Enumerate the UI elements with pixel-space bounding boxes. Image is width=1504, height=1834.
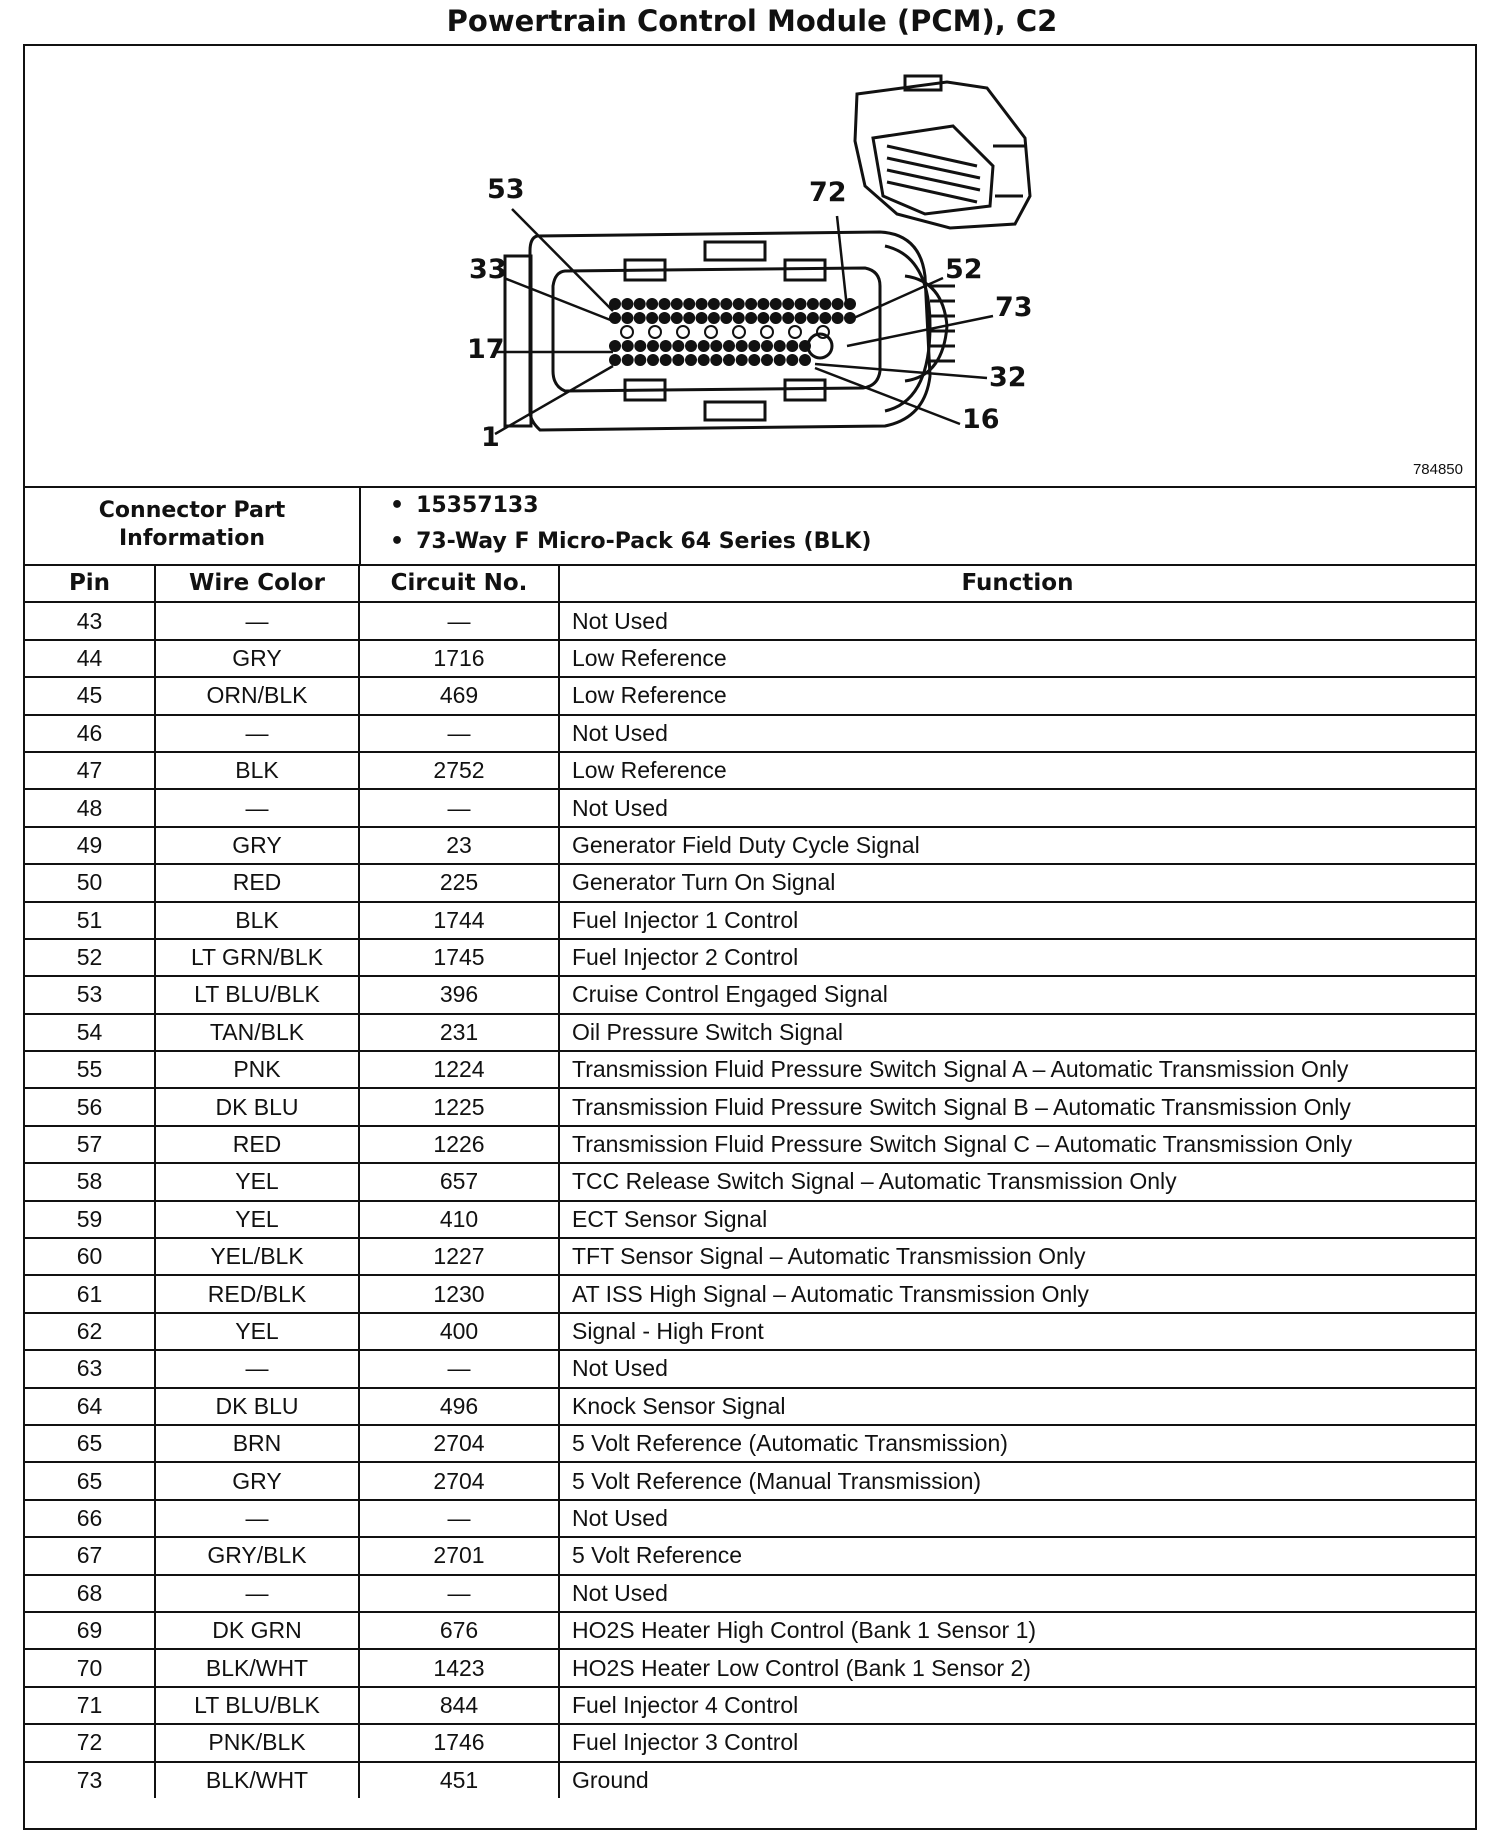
pin-cavity (786, 340, 798, 352)
pin-cavity (819, 312, 831, 324)
cell-wire-color: BLK/WHT (155, 1762, 359, 1798)
cell-wire-color: DK BLU (155, 1088, 359, 1125)
pin-cavity (736, 354, 748, 366)
cell-function: Fuel Injector 3 Control (559, 1724, 1475, 1761)
cell-circuit-no: 676 (359, 1612, 559, 1649)
pin-cavity (761, 326, 773, 338)
callout-72: 72 (809, 177, 847, 208)
pin-cavity (622, 354, 634, 366)
pin-cavity (698, 340, 710, 352)
cell-circuit-no: 1744 (359, 902, 559, 939)
callout-1: 1 (481, 422, 500, 453)
pin-cavity (621, 312, 633, 324)
pin-cavity (647, 354, 659, 366)
cell-pin: 44 (25, 640, 155, 677)
pin-cavity (720, 298, 732, 310)
callout-53: 53 (487, 174, 525, 205)
pin-cavity (757, 298, 769, 310)
pin-cavity (683, 298, 695, 310)
pin-cavity (698, 354, 710, 366)
cell-circuit-no: 1716 (359, 640, 559, 677)
cell-circuit-no: — (359, 602, 559, 639)
cell-pin: 73 (25, 1762, 155, 1798)
cell-pin: 60 (25, 1238, 155, 1275)
cell-pin: 72 (25, 1724, 155, 1761)
cell-pin: 51 (25, 902, 155, 939)
cell-wire-color: BLK/WHT (155, 1649, 359, 1686)
cell-function: Cruise Control Engaged Signal (559, 976, 1475, 1013)
pin-cavity (683, 312, 695, 324)
header-pin: Pin (25, 565, 155, 602)
cell-wire-color: LT GRN/BLK (155, 939, 359, 976)
cell-pin: 64 (25, 1388, 155, 1425)
table-row (25, 1575, 1475, 1612)
pinout-table (25, 564, 1475, 1798)
table-row (25, 1500, 1475, 1537)
connector-description: • 73-Way F Micro-Pack 64 Series (BLK) (390, 524, 872, 560)
table-row (25, 1762, 1475, 1798)
cell-circuit-no: 496 (359, 1388, 559, 1425)
cell-pin: 58 (25, 1163, 155, 1200)
cell-function: Fuel Injector 4 Control (559, 1687, 1475, 1724)
pin-cavity (646, 312, 658, 324)
table-row (25, 1088, 1475, 1125)
cell-pin: 65 (25, 1462, 155, 1499)
page-title: Powertrain Control Module (PCM), C2 (446, 4, 1058, 38)
pin-cavity (795, 298, 807, 310)
table-row (25, 976, 1475, 1013)
pin-cavity (672, 340, 684, 352)
table-row (25, 1201, 1475, 1238)
pin-cavity (761, 340, 773, 352)
pin-cavity (710, 354, 722, 366)
pin-cavity (799, 340, 811, 352)
callout-73: 73 (995, 292, 1033, 323)
cell-wire-color: GRY (155, 640, 359, 677)
table-row (25, 640, 1475, 677)
pin-cavity (774, 354, 786, 366)
cell-wire-color: LT BLU/BLK (155, 1687, 359, 1724)
pin-cavity (723, 354, 735, 366)
cell-circuit-no: 1227 (359, 1238, 559, 1275)
cell-wire-color: YEL (155, 1163, 359, 1200)
figure-id: 784850 (1412, 461, 1463, 478)
cell-circuit-no: 410 (359, 1201, 559, 1238)
cell-pin: 49 (25, 827, 155, 864)
pin-cavity (770, 312, 782, 324)
pin-cavity (736, 340, 748, 352)
cell-function: Ground (559, 1762, 1475, 1798)
cell-function: HO2S Heater Low Control (Bank 1 Sensor 2) (559, 1649, 1475, 1686)
cell-function: Not Used (559, 715, 1475, 752)
connector-document (23, 44, 1477, 1830)
connector-part-list (390, 488, 872, 560)
pin-cavity (832, 298, 844, 310)
table-row (25, 1275, 1475, 1312)
pin-cavity (705, 326, 717, 338)
pin-cavity (799, 354, 811, 366)
cell-wire-color: BLK (155, 902, 359, 939)
cell-function: Not Used (559, 1575, 1475, 1612)
cell-function: Not Used (559, 1500, 1475, 1537)
header-wire-color: Wire Color (155, 565, 359, 602)
table-row (25, 1051, 1475, 1088)
pin-cavity (609, 354, 621, 366)
pin-cavity (649, 326, 661, 338)
pin-cavity (647, 340, 659, 352)
cell-circuit-no: 225 (359, 864, 559, 901)
cell-wire-color: BLK (155, 752, 359, 789)
connector-part-info (25, 486, 1475, 566)
table-row (25, 1238, 1475, 1275)
pin-cavity (757, 312, 769, 324)
cell-function: AT ISS High Signal – Automatic Transmission Only (559, 1275, 1475, 1312)
pin-cavity (685, 354, 697, 366)
connector-illustration (25, 46, 1475, 486)
pin-cavities (609, 298, 856, 366)
cell-wire-color: — (155, 1575, 359, 1612)
cell-circuit-no: 844 (359, 1687, 559, 1724)
table-row (25, 1612, 1475, 1649)
cell-function: Signal - High Front (559, 1313, 1475, 1350)
cell-function: Transmission Fluid Pressure Switch Signal B – Automatic Transmission Only (559, 1088, 1475, 1125)
cell-circuit-no: — (359, 1500, 559, 1537)
cell-pin: 50 (25, 864, 155, 901)
pin-cavity (795, 312, 807, 324)
pin-cavity (748, 340, 760, 352)
table-row (25, 1462, 1475, 1499)
cell-circuit-no: 2752 (359, 752, 559, 789)
connector-diagram (25, 46, 1475, 488)
callout-17: 17 (467, 334, 505, 365)
cell-wire-color: RED/BLK (155, 1275, 359, 1312)
cell-circuit-no: 469 (359, 677, 559, 714)
cell-function: TFT Sensor Signal – Automatic Transmission Only (559, 1238, 1475, 1275)
pin-cavity (696, 298, 708, 310)
cell-wire-color: GRY/BLK (155, 1537, 359, 1574)
pin-cavity (761, 354, 773, 366)
cell-pin: 66 (25, 1500, 155, 1537)
cell-wire-color: — (155, 1350, 359, 1387)
cell-wire-color: DK GRN (155, 1612, 359, 1649)
pin-cavity (671, 298, 683, 310)
cell-circuit-no: 1225 (359, 1088, 559, 1125)
pin-cavity (819, 298, 831, 310)
connector-3d-view (855, 76, 1030, 228)
cell-function: Knock Sensor Signal (559, 1388, 1475, 1425)
cell-pin: 63 (25, 1350, 155, 1387)
table-row (25, 939, 1475, 976)
cell-pin: 62 (25, 1313, 155, 1350)
pin-cavity (786, 354, 798, 366)
cell-circuit-no: 231 (359, 1014, 559, 1051)
pin-cavity (733, 298, 745, 310)
pin-cavity (621, 326, 633, 338)
cell-wire-color: ORN/BLK (155, 677, 359, 714)
cell-pin: 70 (25, 1649, 155, 1686)
cell-wire-color: YEL (155, 1201, 359, 1238)
part-number: • 15357133 (390, 488, 872, 524)
cell-wire-color: — (155, 715, 359, 752)
cell-circuit-no: 2704 (359, 1462, 559, 1499)
cell-wire-color: — (155, 602, 359, 639)
cell-function: Generator Turn On Signal (559, 864, 1475, 901)
table-row (25, 1014, 1475, 1051)
cell-wire-color: — (155, 789, 359, 826)
pin-cavity (696, 312, 708, 324)
callout-16: 16 (962, 404, 1000, 435)
pin-cavity (660, 354, 672, 366)
connector-face (505, 232, 955, 430)
pin-cavity (685, 340, 697, 352)
cell-wire-color: RED (155, 1126, 359, 1163)
cell-circuit-no: 396 (359, 976, 559, 1013)
cell-pin: 71 (25, 1687, 155, 1724)
cell-function: TCC Release Switch Signal – Automatic Transmission Only (559, 1163, 1475, 1200)
cell-function: Not Used (559, 1350, 1475, 1387)
pin-cavity (634, 354, 646, 366)
cell-function: Oil Pressure Switch Signal (559, 1014, 1475, 1051)
cell-pin: 67 (25, 1537, 155, 1574)
table-row (25, 602, 1475, 639)
cell-function: 5 Volt Reference (Automatic Transmission) (559, 1425, 1475, 1462)
pin-cavity (774, 340, 786, 352)
table-row (25, 1388, 1475, 1425)
pin-cavity (672, 354, 684, 366)
pin-cavity (634, 340, 646, 352)
table-row (25, 827, 1475, 864)
pin-cavity (659, 298, 671, 310)
cell-wire-color: BRN (155, 1425, 359, 1462)
pin-cavity (807, 298, 819, 310)
cell-pin: 54 (25, 1014, 155, 1051)
connector-part-label: Connector Part Information (25, 486, 361, 564)
cell-wire-color: PNK/BLK (155, 1724, 359, 1761)
pin-cavity (671, 312, 683, 324)
cell-circuit-no: 451 (359, 1762, 559, 1798)
pin-cavity (770, 298, 782, 310)
cell-function: Transmission Fluid Pressure Switch Signal C – Automatic Transmission Only (559, 1126, 1475, 1163)
cell-function: Generator Field Duty Cycle Signal (559, 827, 1475, 864)
cell-circuit-no: 657 (359, 1163, 559, 1200)
cell-pin: 61 (25, 1275, 155, 1312)
cell-wire-color: YEL (155, 1313, 359, 1350)
cell-circuit-no: 1230 (359, 1275, 559, 1312)
cell-pin: 56 (25, 1088, 155, 1125)
cell-circuit-no: 2704 (359, 1425, 559, 1462)
pin-cavity (832, 312, 844, 324)
pin-cavity (733, 312, 745, 324)
pin-cavity (609, 340, 621, 352)
cell-circuit-no: — (359, 715, 559, 752)
cell-wire-color: PNK (155, 1051, 359, 1088)
header-function: Function (559, 565, 1475, 602)
pin-cavity (789, 326, 801, 338)
pin-cavity (748, 354, 760, 366)
cell-pin: 65 (25, 1425, 155, 1462)
cell-pin: 52 (25, 939, 155, 976)
cell-function: Not Used (559, 602, 1475, 639)
cell-circuit-no: 400 (359, 1313, 559, 1350)
cell-wire-color: YEL/BLK (155, 1238, 359, 1275)
table-row (25, 1687, 1475, 1724)
cell-function: Low Reference (559, 752, 1475, 789)
table-row (25, 902, 1475, 939)
cell-pin: 59 (25, 1201, 155, 1238)
cell-function: Transmission Fluid Pressure Switch Signal A – Automatic Transmission Only (559, 1051, 1475, 1088)
cell-pin: 55 (25, 1051, 155, 1088)
pin-cavity (710, 340, 722, 352)
cell-pin: 43 (25, 602, 155, 639)
table-row (25, 789, 1475, 826)
pin-cavity (817, 326, 829, 338)
pin-cavity (807, 312, 819, 324)
cell-wire-color: GRY (155, 1462, 359, 1499)
table-row (25, 715, 1475, 752)
cell-circuit-no: 1745 (359, 939, 559, 976)
pin-cavity (634, 298, 646, 310)
pin-cavity (745, 298, 757, 310)
cell-circuit-no: — (359, 789, 559, 826)
cell-function: ECT Sensor Signal (559, 1201, 1475, 1238)
header-circuit-no: Circuit No. (359, 565, 559, 602)
callout-52: 52 (945, 254, 983, 285)
cell-wire-color: GRY (155, 827, 359, 864)
callout-33: 33 (469, 254, 507, 285)
cell-wire-color: — (155, 1500, 359, 1537)
cell-function: 5 Volt Reference (Manual Transmission) (559, 1462, 1475, 1499)
cell-wire-color: DK BLU (155, 1388, 359, 1425)
pin-cavity (609, 312, 621, 324)
table-row (25, 1425, 1475, 1462)
table-row (25, 1163, 1475, 1200)
cell-circuit-no: 1746 (359, 1724, 559, 1761)
table-row (25, 864, 1475, 901)
pin-cavity (782, 312, 794, 324)
table-row (25, 1350, 1475, 1387)
pin-cavity (708, 312, 720, 324)
table-row (25, 1537, 1475, 1574)
cell-function: Not Used (559, 789, 1475, 826)
pin-cavity (745, 312, 757, 324)
cell-pin: 46 (25, 715, 155, 752)
cell-pin: 48 (25, 789, 155, 826)
table-row (25, 752, 1475, 789)
cell-circuit-no: — (359, 1575, 559, 1612)
pin-cavity (646, 298, 658, 310)
table-row (25, 1649, 1475, 1686)
pin-cavity (634, 312, 646, 324)
cell-function: Fuel Injector 1 Control (559, 902, 1475, 939)
cell-function: Low Reference (559, 640, 1475, 677)
cell-circuit-no: 23 (359, 827, 559, 864)
table-row (25, 1313, 1475, 1350)
pin-cavity (708, 298, 720, 310)
table-header-row (25, 565, 1475, 602)
cell-circuit-no: 1226 (359, 1126, 559, 1163)
cell-function: 5 Volt Reference (559, 1537, 1475, 1574)
cell-wire-color: LT BLU/BLK (155, 976, 359, 1013)
pin-cavity (660, 340, 672, 352)
pin-cavity (720, 312, 732, 324)
table-row (25, 1126, 1475, 1163)
pin-cavity (677, 326, 689, 338)
cell-pin: 57 (25, 1126, 155, 1163)
cell-circuit-no: 1423 (359, 1649, 559, 1686)
cell-circuit-no: — (359, 1350, 559, 1387)
cell-pin: 47 (25, 752, 155, 789)
cell-pin: 69 (25, 1612, 155, 1649)
pin-cavity (659, 312, 671, 324)
cell-wire-color: TAN/BLK (155, 1014, 359, 1051)
cell-circuit-no: 1224 (359, 1051, 559, 1088)
table-row (25, 1724, 1475, 1761)
cell-wire-color: RED (155, 864, 359, 901)
cell-function: Low Reference (559, 677, 1475, 714)
cell-circuit-no: 2701 (359, 1537, 559, 1574)
cell-function: Fuel Injector 2 Control (559, 939, 1475, 976)
callout-32: 32 (989, 362, 1027, 393)
pin-cavity (723, 340, 735, 352)
cell-function: HO2S Heater High Control (Bank 1 Sensor 1) (559, 1612, 1475, 1649)
pin-cavity (733, 326, 745, 338)
pin-cavity (782, 298, 794, 310)
cell-pin: 53 (25, 976, 155, 1013)
pin-cavity (622, 340, 634, 352)
pin-cavity (621, 298, 633, 310)
cell-pin: 68 (25, 1575, 155, 1612)
table-row (25, 677, 1475, 714)
cell-pin: 45 (25, 677, 155, 714)
